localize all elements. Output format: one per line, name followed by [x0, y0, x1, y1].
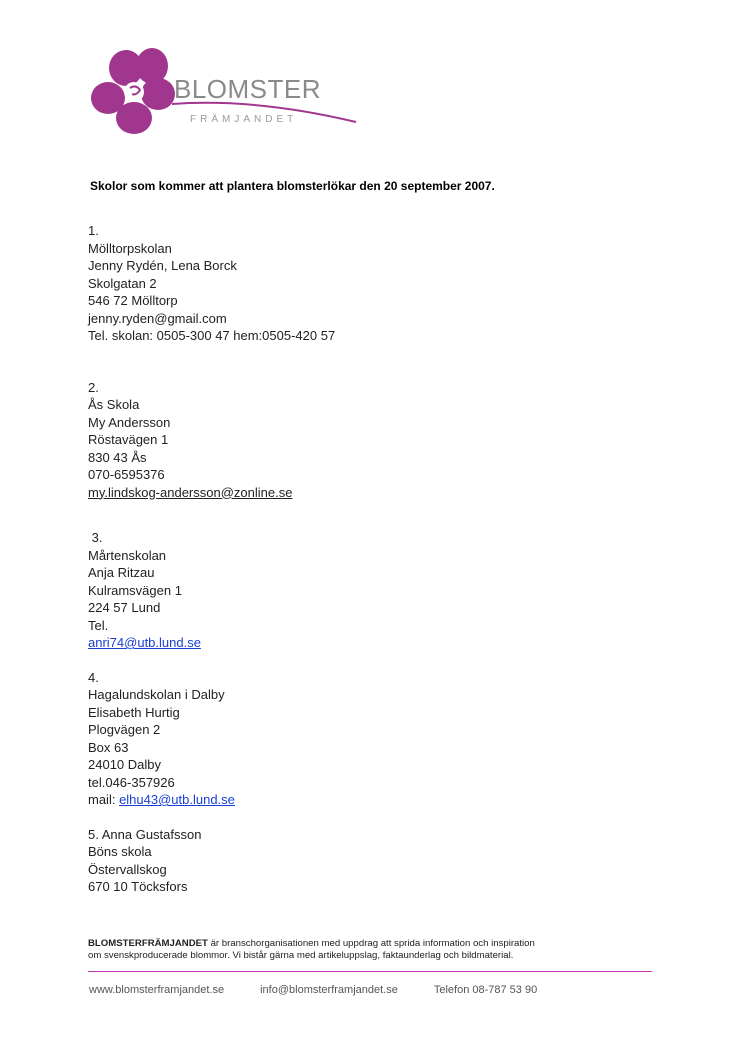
- footer-text-2: om svenskproducerade blommor. Vi bistår gärna med artikeluppslag, faktaunderlag och bildmaterial.: [88, 950, 514, 961]
- school-entry-2: [88, 379, 648, 502]
- school-name: Mölltorpskolan: [88, 240, 172, 256]
- school-entry-4: [88, 669, 648, 809]
- street-address: Kulramsvägen 1: [88, 582, 182, 598]
- document-heading: Skolor som kommer att plantera blomsterlökar den 20 september 2007.: [90, 179, 495, 193]
- school-name: Ås Skola: [88, 397, 140, 412]
- contact-name: My Andersson: [88, 414, 171, 430]
- school-name: Böns skola: [88, 844, 152, 859]
- footer-phone: Telefon 08-787 53 90: [433, 984, 538, 996]
- contact-name: Jenny Rydén, Lena Borck: [88, 258, 237, 273]
- street-address: Röstavägen 1: [88, 432, 169, 447]
- phone-text: 070-6595376: [88, 467, 165, 482]
- footer-email[interactable]: info@blomsterframjandet.se: [260, 984, 398, 996]
- mail-label: mail:: [88, 792, 120, 807]
- entry-line: 5. Anna Gustafsson: [88, 826, 202, 842]
- contact-name: Elisabeth Hurtig: [88, 704, 180, 720]
- street-address: Plogvägen 2: [88, 722, 161, 737]
- school-entry-5: [88, 826, 648, 896]
- footer-divider: [88, 971, 652, 972]
- school-name: Mårtenskolan: [88, 547, 167, 563]
- street-address: Skolgatan 2: [88, 275, 157, 291]
- logo-subtitle: FRÄMJANDET: [190, 114, 298, 125]
- box-address: Box 63: [88, 739, 129, 755]
- email-text: jenny.ryden@gmail.com: [88, 310, 227, 326]
- phone-text: Tel.: [88, 617, 109, 633]
- footer-text-1: är branschorganisationen med uppdrag att sprida information och inspiration: [207, 938, 535, 949]
- logo-title: BLOMSTER: [174, 74, 322, 104]
- footer-contacts: [89, 984, 573, 996]
- footer-description: [88, 938, 668, 962]
- postal-address: 670 10 Töcksfors: [88, 879, 188, 894]
- footer-website[interactable]: www.blomsterframjandet.se: [89, 984, 225, 996]
- street-address: Östervallskog: [88, 861, 167, 877]
- school-name: Hagalundskolan i Dalby: [88, 687, 225, 702]
- postal-address: 224 57 Lund: [88, 600, 161, 615]
- school-entry-1: [88, 222, 648, 345]
- school-list: [88, 222, 648, 913]
- entry-line: 2.: [88, 379, 99, 395]
- email-link[interactable]: my.lindskog-andersson@zonline.se: [88, 484, 293, 500]
- postal-address: 24010 Dalby: [88, 757, 161, 772]
- contact-name: Anja Ritzau: [88, 565, 155, 580]
- footer-org-name: BLOMSTERFRÄMJANDET: [88, 938, 208, 949]
- school-entry-3: [88, 529, 648, 652]
- entry-line: 3.: [88, 530, 103, 545]
- postal-address: 546 72 Mölltorp: [88, 293, 178, 308]
- phone-text: tel.046-357926: [88, 774, 175, 790]
- postal-address: 830 43 Ås: [88, 449, 147, 465]
- entry-line: 1.: [88, 223, 99, 238]
- email-link[interactable]: anri74@utb.lund.se: [88, 635, 201, 650]
- email-link[interactable]: elhu43@utb.lund.se: [119, 792, 235, 807]
- entry-line: 4.: [88, 669, 99, 685]
- phone-text: Tel. skolan: 0505-300 47 hem:0505-420 57: [88, 328, 336, 343]
- logo: [86, 42, 366, 140]
